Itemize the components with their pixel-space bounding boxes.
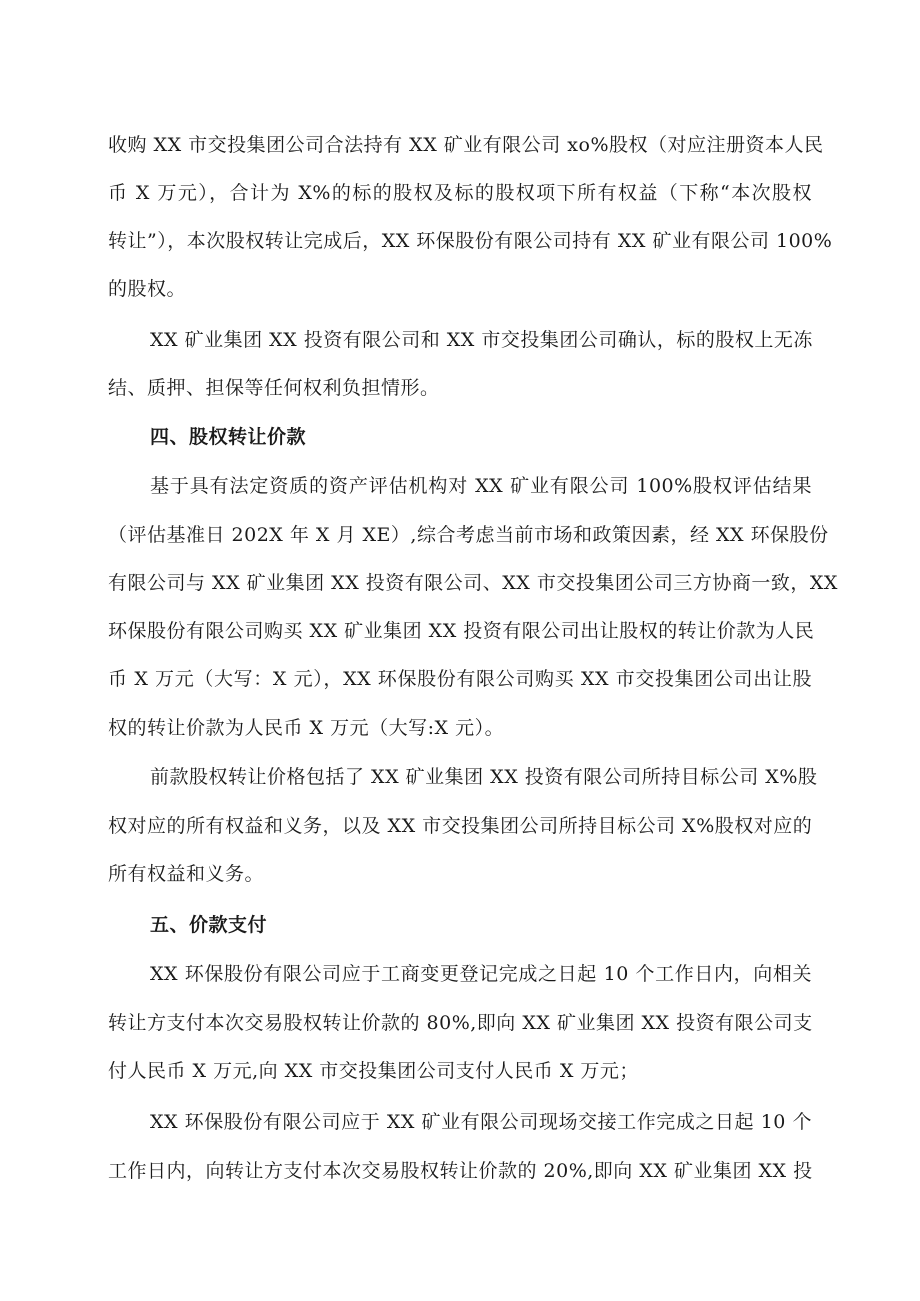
- text-line: 付人民币 X 万元,向 XX 市交投集团公司支付人民币 X 万元；: [108, 1060, 639, 1082]
- text-line: 结、质押、担保等任何权利负担情形。: [108, 377, 440, 399]
- text-line: XX 环保股份有限公司应于工商变更登记完成之日起 10 个工作日内，向相关: [150, 963, 812, 985]
- text-line: 权对应的所有权益和义务，以及 XX 市交投集团公司所持目标公司 X%股权对应的: [108, 815, 813, 837]
- section-heading-transfer-price: 四、股权转让价款: [150, 426, 307, 448]
- text-line: 环保股份有限公司购买 XX 矿业集团 XX 投资有限公司出让股权的转让价款为人民: [108, 620, 815, 642]
- text-line: 收购 XX 市交投集团公司合法持有 XX 矿业有限公司 xo%股权（对应注册资本人民: [108, 134, 824, 156]
- text-line: 工作日内，向转让方支付本次交易股权转让价款的 20%,即向 XX 矿业集团 XX 投: [108, 1160, 813, 1182]
- text-line: 币 X 万元（大写：X 元），XX 环保股份有限公司购买 XX 市交投集团公司出让股: [108, 668, 812, 690]
- text-line: 基于具有法定资质的资产评估机构对 XX 矿业有限公司 100%股权评估结果: [150, 475, 812, 497]
- text-line: 币 X 万元），合计为 X%的标的股权及标的股权项下所有权益（下称“本次股权: [108, 182, 812, 204]
- text-line: 权的转让价款为人民币 X 万元（大写:X 元）。: [108, 717, 505, 739]
- text-line: 转让方支付本次交易股权转让价款的 80%,即向 XX 矿业集团 XX 投资有限公司支: [108, 1012, 813, 1034]
- text-line: 有限公司与 XX 矿业集团 XX 投资有限公司、XX 市交投集团公司三方协商一致，XX: [108, 572, 838, 594]
- section-heading-payment: 五、价款支付: [150, 914, 268, 936]
- text-line: 前款股权转让价格包括了 XX 矿业集团 XX 投资有限公司所持目标公司 X%股: [150, 766, 818, 788]
- text-line: 转让”），本次股权转让完成后，XX 环保股份有限公司持有 XX 矿业有限公司 100%: [108, 230, 833, 252]
- text-line: 的股权。: [108, 278, 187, 300]
- text-line: 所有权益和义务。: [108, 863, 265, 885]
- text-line: XX 矿业集团 XX 投资有限公司和 XX 市交投集团公司确认，标的股权上无冻: [150, 329, 813, 351]
- text-line: XX 环保股份有限公司应于 XX 矿业有限公司现场交接工作完成之日起 10 个: [150, 1111, 812, 1133]
- text-line: （评估基准日 202X 年 X 月 XE）,综合考虑当前市场和政策因素，经 XX 环保股份: [108, 524, 829, 546]
